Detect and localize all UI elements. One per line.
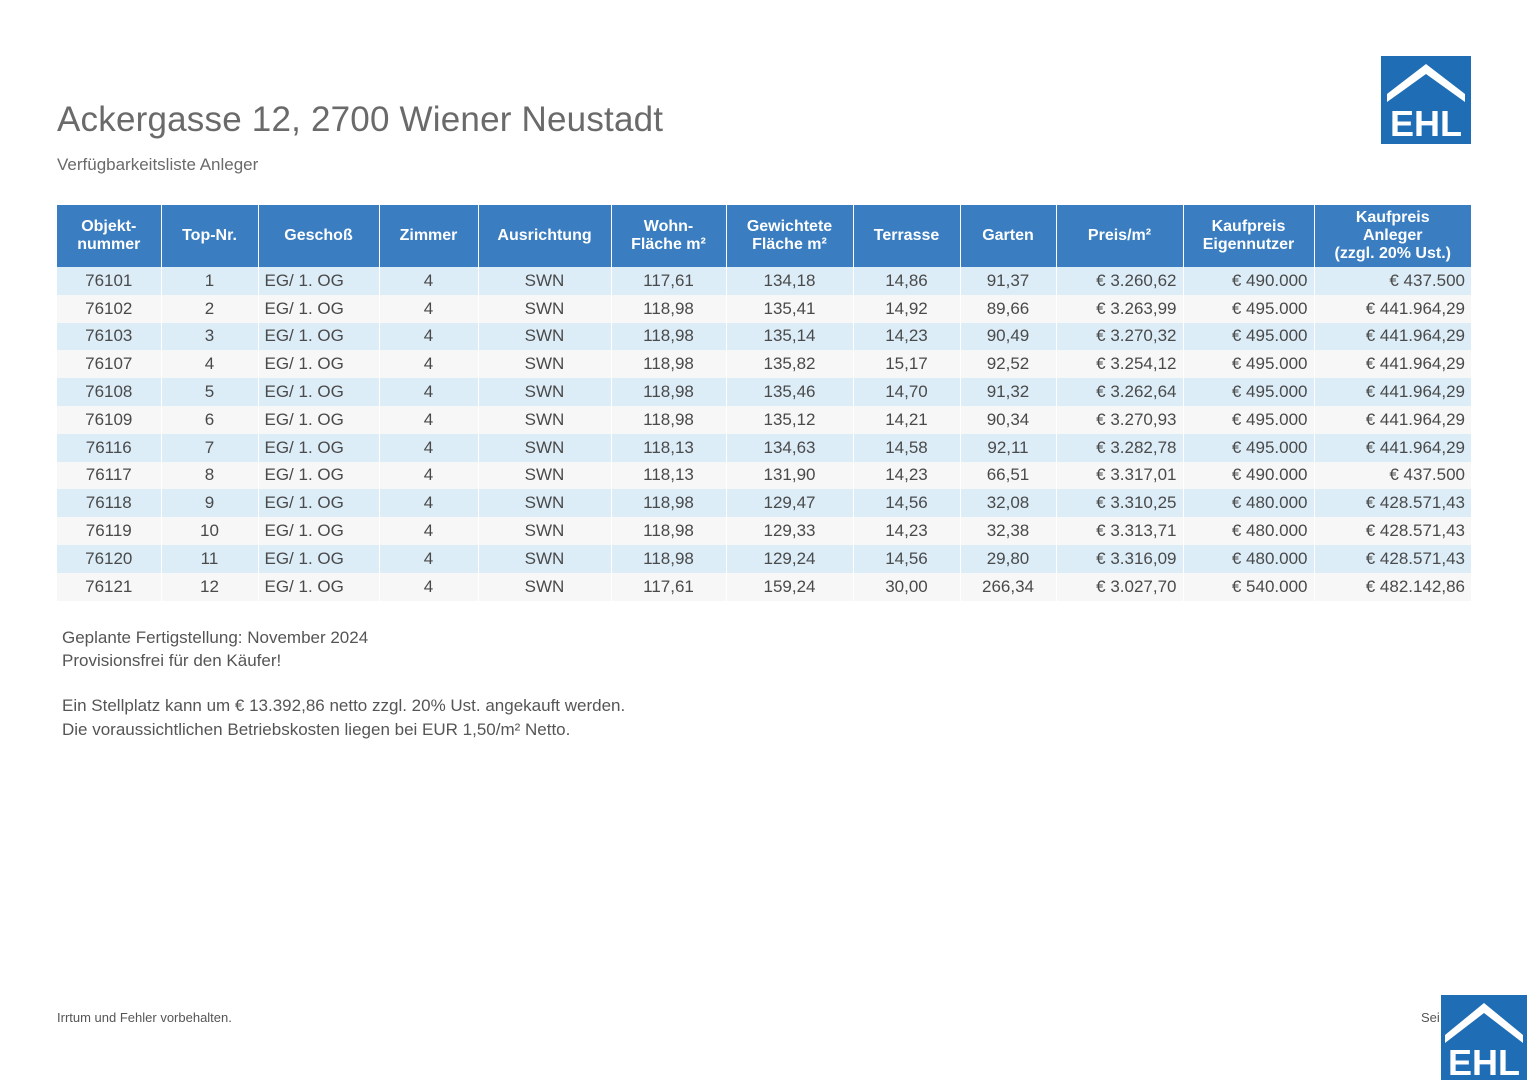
table-row: [57, 378, 1471, 406]
terrace-cell: 14,92: [853, 295, 960, 323]
object-number-cell: 76118: [57, 489, 161, 517]
page-title: Ackergasse 12, 2700 Wiener Neustadt: [57, 100, 664, 139]
price-investor-cell: € 428.571,43: [1314, 517, 1471, 545]
price-per-sqm-cell: € 3.313,71: [1056, 517, 1183, 545]
living-area-cell: 117,61: [611, 267, 726, 295]
price-investor-cell: € 441.964,29: [1314, 350, 1471, 378]
floor-cell: EG/ 1. OG: [258, 434, 379, 462]
orientation-cell: SWN: [478, 517, 611, 545]
terrace-cell: 14,56: [853, 489, 960, 517]
floor-cell: EG/ 1. OG: [258, 267, 379, 295]
garden-cell: 90,49: [960, 323, 1056, 351]
column-header: [379, 205, 478, 267]
weighted-area-cell: 129,24: [726, 545, 853, 573]
top-number-cell: 8: [161, 462, 258, 490]
object-number-cell: 76101: [57, 267, 161, 295]
availability-table: [57, 205, 1471, 601]
terrace-cell: 14,23: [853, 462, 960, 490]
price-investor-cell: € 441.964,29: [1314, 378, 1471, 406]
orientation-cell: SWN: [478, 489, 611, 517]
price-investor-cell: € 437.500: [1314, 462, 1471, 490]
price-investor-cell: € 441.964,29: [1314, 406, 1471, 434]
floor-cell: EG/ 1. OG: [258, 517, 379, 545]
weighted-area-cell: 135,12: [726, 406, 853, 434]
commission-note: Provisionsfrei für den Käufer!: [62, 651, 282, 670]
column-header-line: Top-Nr.: [182, 227, 237, 244]
price-owner-cell: € 495.000: [1183, 378, 1314, 406]
rooms-cell: 4: [379, 517, 478, 545]
living-area-cell: 118,98: [611, 378, 726, 406]
column-header: [611, 205, 726, 267]
price-owner-cell: € 490.000: [1183, 462, 1314, 490]
floor-cell: EG/ 1. OG: [258, 295, 379, 323]
living-area-cell: 118,98: [611, 545, 726, 573]
price-owner-cell: € 495.000: [1183, 406, 1314, 434]
garden-cell: 91,32: [960, 378, 1056, 406]
orientation-cell: SWN: [478, 295, 611, 323]
weighted-area-cell: 134,18: [726, 267, 853, 295]
object-number-cell: 76103: [57, 323, 161, 351]
price-owner-cell: € 480.000: [1183, 489, 1314, 517]
object-number-cell: 76119: [57, 517, 161, 545]
completion-note: Geplante Fertigstellung: November 2024: [62, 628, 369, 647]
living-area-cell: 118,98: [611, 406, 726, 434]
weighted-area-cell: 135,41: [726, 295, 853, 323]
table-header-row: [57, 205, 1471, 267]
top-number-cell: 1: [161, 267, 258, 295]
rooms-cell: 4: [379, 267, 478, 295]
footer-page-label: Sei: [1421, 1010, 1440, 1025]
terrace-cell: 14,23: [853, 323, 960, 351]
column-header-line: Eigennutzer: [1202, 236, 1295, 253]
price-per-sqm-cell: € 3.317,01: [1056, 462, 1183, 490]
orientation-cell: SWN: [478, 267, 611, 295]
terrace-cell: 30,00: [853, 573, 960, 601]
living-area-cell: 118,13: [611, 434, 726, 462]
living-area-cell: 118,98: [611, 295, 726, 323]
column-header: [853, 205, 960, 267]
column-header: [960, 205, 1056, 267]
ehl-logo-footer: [1441, 995, 1527, 1080]
price-per-sqm-cell: € 3.263,99: [1056, 295, 1183, 323]
floor-cell: EG/ 1. OG: [258, 545, 379, 573]
column-header-line: Zimmer: [399, 227, 458, 244]
column-header: [57, 205, 161, 267]
price-owner-cell: € 495.000: [1183, 350, 1314, 378]
column-header-line: nummer: [77, 236, 141, 253]
top-number-cell: 9: [161, 489, 258, 517]
weighted-area-cell: 135,82: [726, 350, 853, 378]
table-row: [57, 406, 1471, 434]
column-header: [161, 205, 258, 267]
living-area-cell: 118,98: [611, 489, 726, 517]
garden-cell: 89,66: [960, 295, 1056, 323]
object-number-cell: 76117: [57, 462, 161, 490]
top-number-cell: 4: [161, 350, 258, 378]
garden-cell: 266,34: [960, 573, 1056, 601]
object-number-cell: 76116: [57, 434, 161, 462]
price-owner-cell: € 495.000: [1183, 295, 1314, 323]
table-row: [57, 350, 1471, 378]
table-row: [57, 295, 1471, 323]
terrace-cell: 14,56: [853, 545, 960, 573]
terrace-cell: 15,17: [853, 350, 960, 378]
top-number-cell: 3: [161, 323, 258, 351]
top-number-cell: 12: [161, 573, 258, 601]
rooms-cell: 4: [379, 545, 478, 573]
orientation-cell: SWN: [478, 434, 611, 462]
price-investor-cell: € 441.964,29: [1314, 323, 1471, 351]
top-number-cell: 6: [161, 406, 258, 434]
column-header-line: Fläche m²: [631, 236, 706, 253]
weighted-area-cell: 159,24: [726, 573, 853, 601]
table-row: [57, 573, 1471, 601]
object-number-cell: 76120: [57, 545, 161, 573]
object-number-cell: 76107: [57, 350, 161, 378]
living-area-cell: 118,13: [611, 462, 726, 490]
rooms-cell: 4: [379, 573, 478, 601]
garden-cell: 92,52: [960, 350, 1056, 378]
price-owner-cell: € 490.000: [1183, 267, 1314, 295]
price-per-sqm-cell: € 3.270,93: [1056, 406, 1183, 434]
top-number-cell: 7: [161, 434, 258, 462]
orientation-cell: SWN: [478, 462, 611, 490]
price-owner-cell: € 480.000: [1183, 517, 1314, 545]
column-header: [1183, 205, 1314, 267]
weighted-area-cell: 129,33: [726, 517, 853, 545]
rooms-cell: 4: [379, 434, 478, 462]
price-per-sqm-cell: € 3.262,64: [1056, 378, 1183, 406]
price-per-sqm-cell: € 3.316,09: [1056, 545, 1183, 573]
terrace-cell: 14,86: [853, 267, 960, 295]
ehl-logo: [1381, 56, 1471, 144]
price-per-sqm-cell: € 3.027,70: [1056, 573, 1183, 601]
column-header: [1056, 205, 1183, 267]
top-number-cell: 11: [161, 545, 258, 573]
orientation-cell: SWN: [478, 378, 611, 406]
column-header-line: Fläche m²: [752, 236, 827, 253]
floor-cell: EG/ 1. OG: [258, 350, 379, 378]
weighted-area-cell: 131,90: [726, 462, 853, 490]
column-header-line: Wohn-: [643, 218, 694, 235]
floor-cell: EG/ 1. OG: [258, 323, 379, 351]
column-header-line: Geschoß: [284, 227, 353, 244]
rooms-cell: 4: [379, 378, 478, 406]
rooms-cell: 4: [379, 323, 478, 351]
orientation-cell: SWN: [478, 545, 611, 573]
floor-cell: EG/ 1. OG: [258, 573, 379, 601]
rooms-cell: 4: [379, 295, 478, 323]
weighted-area-cell: 135,46: [726, 378, 853, 406]
top-number-cell: 10: [161, 517, 258, 545]
terrace-cell: 14,58: [853, 434, 960, 462]
garden-cell: 29,80: [960, 545, 1056, 573]
price-owner-cell: € 540.000: [1183, 573, 1314, 601]
garden-cell: 92,11: [960, 434, 1056, 462]
price-per-sqm-cell: € 3.260,62: [1056, 267, 1183, 295]
parking-note: Ein Stellplatz kann um € 13.392,86 netto zzgl. 20% Ust. angekauft werden.: [62, 696, 626, 715]
garden-cell: 90,34: [960, 406, 1056, 434]
orientation-cell: SWN: [478, 573, 611, 601]
column-header-line: Gewichtete: [746, 218, 833, 235]
living-area-cell: 117,61: [611, 573, 726, 601]
footer-disclaimer: Irrtum und Fehler vorbehalten.: [57, 1010, 232, 1025]
column-header-line: Kaufpreis: [1355, 209, 1430, 226]
table-row: [57, 517, 1471, 545]
rooms-cell: 4: [379, 489, 478, 517]
table-row: [57, 434, 1471, 462]
object-number-cell: 76108: [57, 378, 161, 406]
rooms-cell: 4: [379, 462, 478, 490]
column-header-line: Anleger: [1362, 227, 1423, 244]
table-row: [57, 323, 1471, 351]
object-number-cell: 76109: [57, 406, 161, 434]
garden-cell: 91,37: [960, 267, 1056, 295]
table-row: [57, 267, 1471, 295]
column-header: [1314, 205, 1471, 267]
column-header-line: Kaufpreis: [1211, 218, 1286, 235]
orientation-cell: SWN: [478, 406, 611, 434]
top-number-cell: 5: [161, 378, 258, 406]
ehl-logo-text: EHL: [1390, 103, 1462, 144]
table-row: [57, 489, 1471, 517]
top-number-cell: 2: [161, 295, 258, 323]
price-per-sqm-cell: € 3.282,78: [1056, 434, 1183, 462]
price-investor-cell: € 441.964,29: [1314, 434, 1471, 462]
price-investor-cell: € 441.964,29: [1314, 295, 1471, 323]
price-per-sqm-cell: € 3.270,32: [1056, 323, 1183, 351]
table-body: [57, 267, 1471, 601]
garden-cell: 66,51: [960, 462, 1056, 490]
floor-cell: EG/ 1. OG: [258, 489, 379, 517]
column-header: [726, 205, 853, 267]
floor-cell: EG/ 1. OG: [258, 462, 379, 490]
price-owner-cell: € 495.000: [1183, 323, 1314, 351]
column-header: [478, 205, 611, 267]
column-header-line: (zzgl. 20% Ust.): [1334, 245, 1451, 262]
garden-cell: 32,08: [960, 489, 1056, 517]
column-header: [258, 205, 379, 267]
object-number-cell: 76102: [57, 295, 161, 323]
price-investor-cell: € 428.571,43: [1314, 545, 1471, 573]
operating-costs-note: Die voraussichtlichen Betriebskosten liegen bei EUR 1,50/m² Netto.: [62, 720, 571, 739]
weighted-area-cell: 129,47: [726, 489, 853, 517]
orientation-cell: SWN: [478, 323, 611, 351]
price-investor-cell: € 428.571,43: [1314, 489, 1471, 517]
weighted-area-cell: 135,14: [726, 323, 853, 351]
page-subtitle: Verfügbarkeitsliste Anleger: [57, 155, 259, 174]
table-row: [57, 545, 1471, 573]
column-header-line: Objekt-: [81, 218, 137, 235]
rooms-cell: 4: [379, 350, 478, 378]
price-per-sqm-cell: € 3.254,12: [1056, 350, 1183, 378]
notes-section: [62, 626, 625, 742]
orientation-cell: SWN: [478, 350, 611, 378]
price-per-sqm-cell: € 3.310,25: [1056, 489, 1183, 517]
column-header-line: Preis/m²: [1087, 227, 1152, 244]
terrace-cell: 14,70: [853, 378, 960, 406]
column-header-line: Garten: [982, 227, 1034, 244]
table-row: [57, 462, 1471, 490]
terrace-cell: 14,23: [853, 517, 960, 545]
garden-cell: 32,38: [960, 517, 1056, 545]
rooms-cell: 4: [379, 406, 478, 434]
price-owner-cell: € 495.000: [1183, 434, 1314, 462]
weighted-area-cell: 134,63: [726, 434, 853, 462]
living-area-cell: 118,98: [611, 350, 726, 378]
living-area-cell: 118,98: [611, 323, 726, 351]
floor-cell: EG/ 1. OG: [258, 406, 379, 434]
object-number-cell: 76121: [57, 573, 161, 601]
column-header-line: Terrasse: [873, 227, 940, 244]
price-owner-cell: € 480.000: [1183, 545, 1314, 573]
price-investor-cell: € 482.142,86: [1314, 573, 1471, 601]
floor-cell: EG/ 1. OG: [258, 378, 379, 406]
price-investor-cell: € 437.500: [1314, 267, 1471, 295]
terrace-cell: 14,21: [853, 406, 960, 434]
living-area-cell: 118,98: [611, 517, 726, 545]
column-header-line: Ausrichtung: [497, 227, 592, 244]
ehl-logo-footer-text: EHL: [1448, 1042, 1520, 1080]
